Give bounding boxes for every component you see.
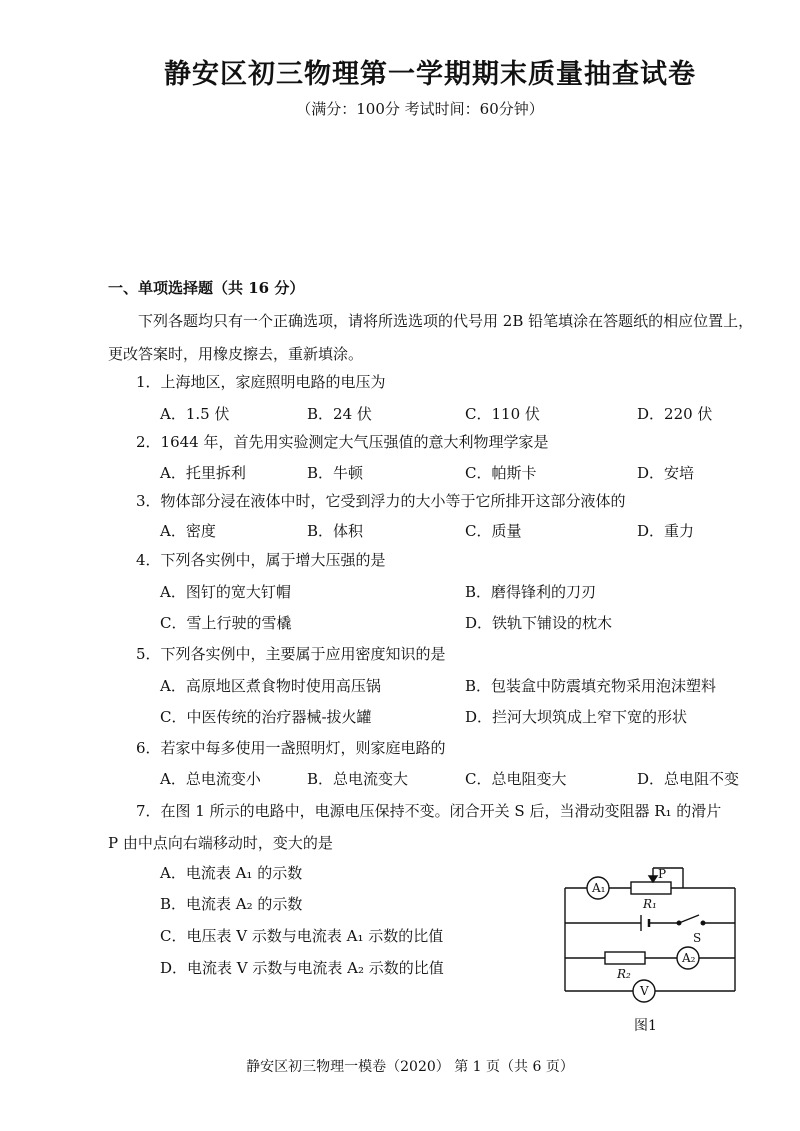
option: C．质量 bbox=[465, 522, 522, 540]
voltmeter-label: V bbox=[640, 984, 649, 998]
option: B．体积 bbox=[307, 522, 364, 540]
option: A．总电流变小 bbox=[160, 770, 261, 788]
option: D．安培 bbox=[637, 464, 695, 482]
option: C．中医传统的治疗器械-拔火罐 bbox=[160, 708, 372, 726]
option: D．220 伏 bbox=[637, 405, 713, 423]
option: C．总电阻变大 bbox=[465, 770, 567, 788]
page-footer: 静安区初三物理一模卷（2020） 第 1 页（共 6 页） bbox=[246, 1059, 574, 1075]
resistor-r2-label: R₂ bbox=[617, 967, 631, 981]
option: D．总电阻不变 bbox=[637, 770, 740, 788]
ammeter-a2-label: A₂ bbox=[682, 951, 696, 965]
section-instructions: 下列各题均只有一个正确选项，请将所选选项的代号用 2B 铅笔填涂在答题纸的相应位置上，更改答案时，用橡皮擦去，重新填涂。 bbox=[108, 312, 754, 363]
option: B．电流表 A₂ 的示数 bbox=[160, 895, 303, 913]
option: B．磨得锋利的刀刃 bbox=[465, 583, 597, 601]
option: A．1.5 伏 bbox=[160, 405, 230, 423]
option: C．电压表 V 示数与电流表 A₁ 示数的比值 bbox=[160, 927, 444, 945]
question-stem: 2．1644 年，首先用实验测定大气压强值的意大利物理学家是 bbox=[136, 433, 549, 451]
question-stem: 4．下列各实例中，属于增大压强的是 bbox=[136, 551, 386, 569]
option: B．包装盒中防震填充物采用泡沫塑料 bbox=[465, 677, 717, 695]
option: A．托里拆利 bbox=[160, 464, 246, 482]
option: C．110 伏 bbox=[465, 405, 540, 423]
question-stem: 5．下列各实例中，主要属于应用密度知识的是 bbox=[136, 645, 446, 663]
figure-caption: 图1 bbox=[634, 1018, 657, 1034]
option: A．高原地区煮食物时使用高压锅 bbox=[160, 677, 381, 695]
ammeter-a1-label: A₁ bbox=[592, 881, 606, 895]
question-stem: 1．上海地区，家庭照明电路的电压为 bbox=[136, 373, 386, 391]
page-title: 静安区初三物理第一学期期末质量抽查试卷 bbox=[164, 59, 696, 90]
option: C．帕斯卡 bbox=[465, 464, 537, 482]
option: D．重力 bbox=[637, 522, 695, 540]
option: D．拦河大坝筑成上窄下宽的形状 bbox=[465, 708, 688, 726]
question-stem: 3．物体部分浸在液体中时，它受到浮力的大小等于它所排开这部分液体的 bbox=[136, 492, 626, 510]
option: A．电流表 A₁ 的示数 bbox=[160, 864, 303, 882]
question-stem: 7．在图 1 所示的电路中，电源电压保持不变。闭合开关 S 后，当滑动变阻器 R₁ 的滑片 P 由中点向右端移动时，变大的是 bbox=[108, 802, 722, 852]
switch-s-label: S bbox=[693, 931, 702, 945]
option: B．牛顿 bbox=[307, 464, 364, 482]
resistor-r1-label: R₁ bbox=[643, 897, 657, 911]
page-subtitle: （满分：100分 考试时间：60分钟） bbox=[296, 100, 544, 118]
slider-p-label: P bbox=[658, 867, 667, 881]
question-stem: 6．若家中每多使用一盏照明灯，则家庭电路的 bbox=[136, 739, 446, 757]
option: D．电流表 V 示数与电流表 A₂ 示数的比值 bbox=[160, 959, 444, 977]
circuit-diagram bbox=[555, 858, 755, 1038]
option: D．铁轨下铺设的枕木 bbox=[465, 614, 613, 632]
option: B．24 伏 bbox=[307, 405, 372, 423]
option: B．总电流变大 bbox=[307, 770, 409, 788]
section-heading: 一、单项选择题（共 16 分） bbox=[108, 279, 305, 297]
option: C．雪上行驶的雪橇 bbox=[160, 614, 292, 632]
option: A．密度 bbox=[160, 522, 216, 540]
option: A．图钉的宽大钉帽 bbox=[160, 583, 291, 601]
